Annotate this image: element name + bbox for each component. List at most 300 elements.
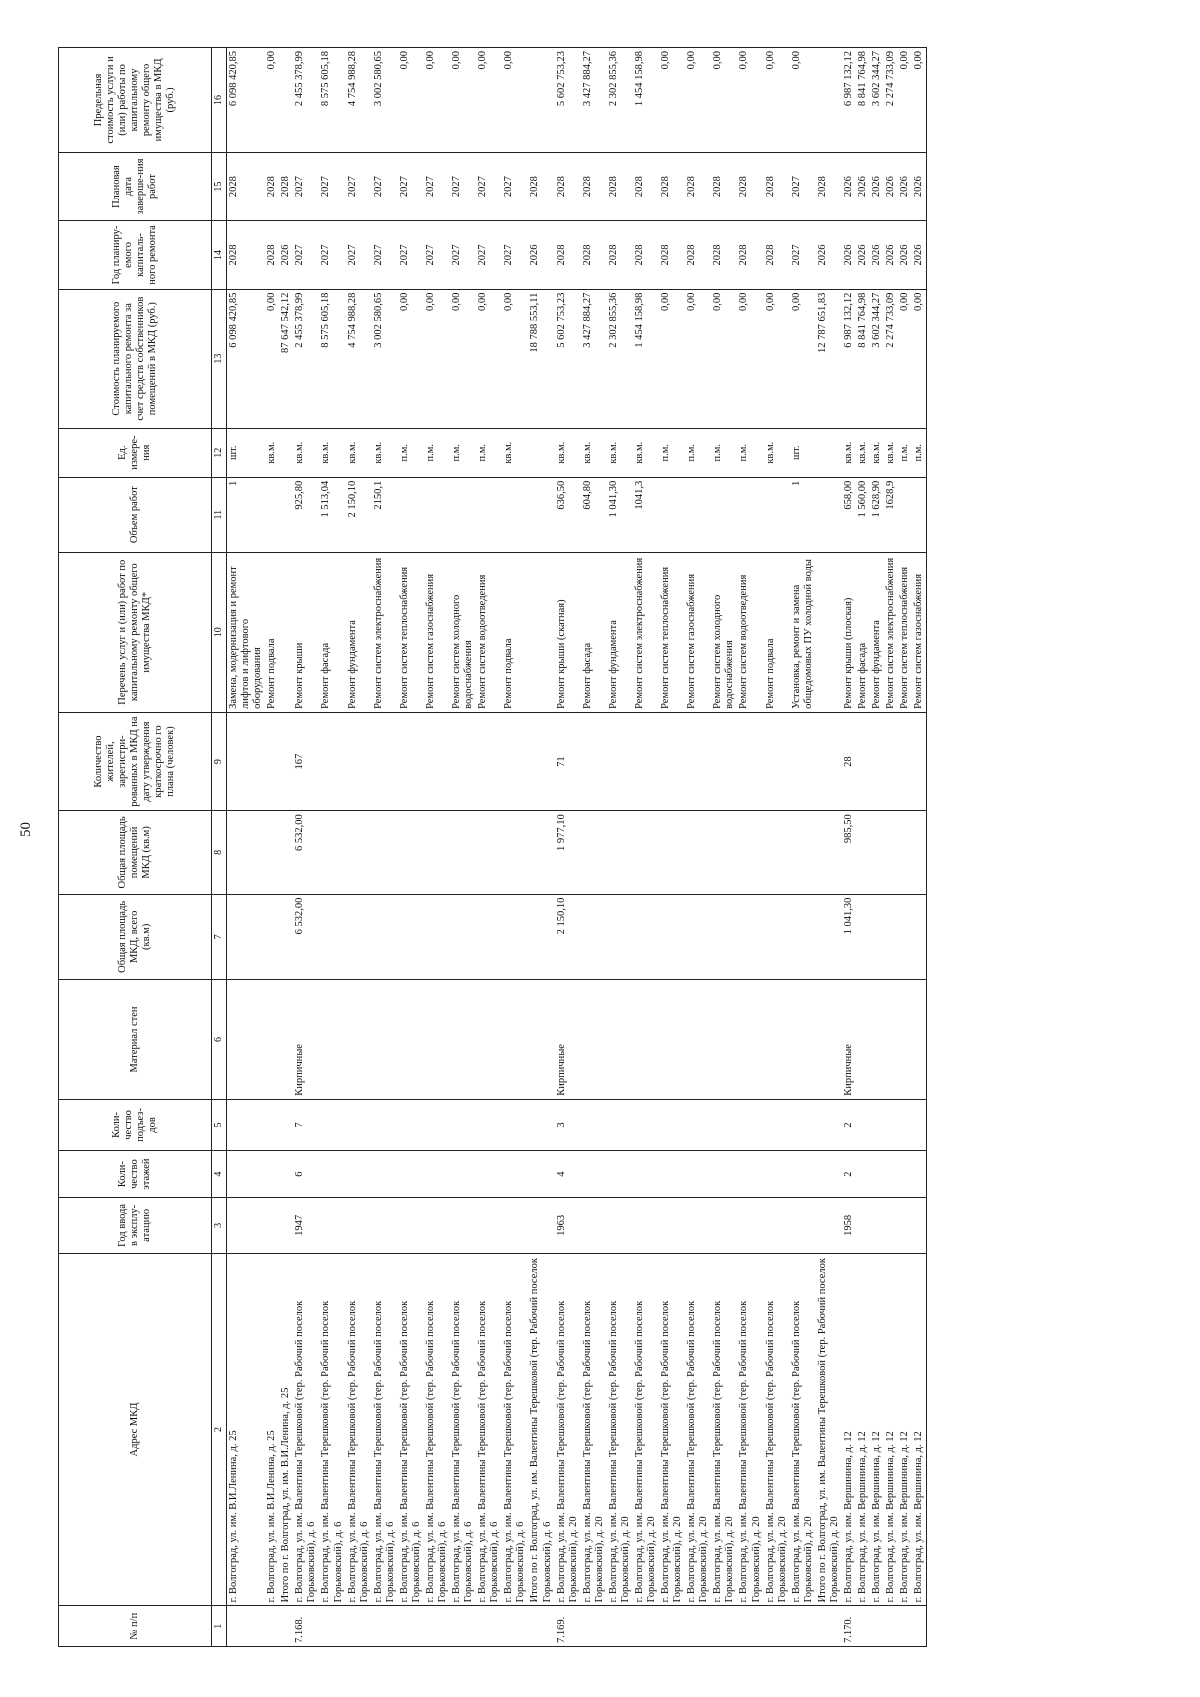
unit-cell: кв.м. [346, 428, 372, 477]
column-number: 9 [212, 712, 227, 810]
plan-year-cell: 2027 [372, 221, 398, 289]
cost-cell: 3 602 344,27 [870, 289, 884, 428]
end-year-cell: 2027 [398, 152, 424, 220]
end-year-cell: 2028 [581, 152, 607, 220]
volume-cell: 658,00 [842, 477, 856, 552]
year-cell: 1963 [555, 1198, 581, 1254]
year-cell [450, 1198, 476, 1254]
premises-area-cell [502, 811, 528, 894]
cost-cell: 3 002 580,65 [372, 289, 398, 428]
year-cell [502, 1198, 528, 1254]
total-area-cell [476, 894, 502, 980]
end-year-cell: 2028 [555, 152, 581, 220]
entrances-cell [424, 1099, 450, 1150]
year-cell [279, 1198, 293, 1254]
plan-year-cell: 2028 [227, 221, 266, 289]
cost-cell: 8 575 605,18 [319, 289, 345, 428]
year-cell [633, 1198, 659, 1254]
row-number [659, 1606, 685, 1647]
year-cell: 1958 [842, 1198, 856, 1254]
limit-cost-cell: 0,00 [790, 48, 816, 153]
table-row [319, 48, 345, 1647]
column-header: Предельная стоимость услуги и (или) работы по капитальному ремонту общего имущества в МКД (руб.) [59, 48, 212, 153]
entrances-cell: 3 [555, 1099, 581, 1150]
entrances-cell [870, 1099, 884, 1150]
walls-cell [372, 980, 398, 1100]
unit-cell: кв.м. [293, 428, 319, 477]
year-cell [856, 1198, 870, 1254]
plan-year-cell: 2027 [319, 221, 345, 289]
walls-cell [424, 980, 450, 1100]
volume-cell: 1041,3 [633, 477, 659, 552]
cost-cell: 0,00 [737, 289, 763, 428]
limit-cost-cell: 3 602 344,27 [870, 48, 884, 153]
volume-cell [816, 477, 842, 552]
premises-area-cell [424, 811, 450, 894]
premises-area-cell [790, 811, 816, 894]
residents-cell [372, 712, 398, 810]
limit-cost-cell: 6 987 132,12 [842, 48, 856, 153]
column-number: 15 [212, 152, 227, 220]
total-area-cell [398, 894, 424, 980]
address-cell: г. Волгоград, ул. им. Валентины Терешковой (тер. Рабочий поселок Горьковский), д. 6 [372, 1253, 398, 1606]
walls-cell [346, 980, 372, 1100]
row-number [502, 1606, 528, 1647]
row-number [279, 1606, 293, 1647]
limit-cost-cell: 2 455 378,99 [293, 48, 319, 153]
residents-cell [227, 712, 266, 810]
floors-cell [502, 1151, 528, 1198]
work-type-cell: Ремонт систем холодного водоснабжения [450, 552, 476, 712]
column-number: 3 [212, 1198, 227, 1254]
end-year-cell: 2027 [790, 152, 816, 220]
cost-cell: 0,00 [659, 289, 685, 428]
column-number: 1 [212, 1606, 227, 1647]
plan-year-cell: 2027 [424, 221, 450, 289]
residents-cell [607, 712, 633, 810]
column-header: Год ввода в эксплу-атацию [59, 1198, 212, 1254]
row-number [319, 1606, 345, 1647]
walls-cell [476, 980, 502, 1100]
floors-cell [372, 1151, 398, 1198]
volume-cell [898, 477, 912, 552]
limit-cost-cell: 0,00 [685, 48, 711, 153]
table-row [607, 48, 633, 1647]
row-number [737, 1606, 763, 1647]
residents-cell [502, 712, 528, 810]
total-area-cell [870, 894, 884, 980]
address-cell: г. Волгоград, ул. им. Вершинина, д. 12 [842, 1253, 856, 1606]
end-year-cell: 2028 [816, 152, 842, 220]
row-number [856, 1606, 870, 1647]
premises-area-cell: 1 977,10 [555, 811, 581, 894]
end-year-cell: 2028 [528, 152, 554, 220]
entrances-cell [685, 1099, 711, 1150]
volume-cell: 1 628,90 [870, 477, 884, 552]
limit-cost-cell [816, 48, 842, 153]
plan-year-cell: 2027 [476, 221, 502, 289]
year-cell [685, 1198, 711, 1254]
end-year-cell: 2027 [293, 152, 319, 220]
entrances-cell [319, 1099, 345, 1150]
cost-cell: 6 987 132,12 [842, 289, 856, 428]
unit-cell: п.м. [685, 428, 711, 477]
address-cell: г. Волгоград, ул. им. Валентины Терешковой (тер. Рабочий поселок Горьковский), д. 6 [476, 1253, 502, 1606]
entrances-cell [898, 1099, 912, 1150]
limit-cost-cell: 5 602 753,23 [555, 48, 581, 153]
column-number: 13 [212, 289, 227, 428]
unit-cell: п.м. [450, 428, 476, 477]
column-header: Плановая дата заверше-ния работ [59, 152, 212, 220]
end-year-cell: 2028 [685, 152, 711, 220]
cost-cell: 2 302 855,36 [607, 289, 633, 428]
premises-area-cell [912, 811, 927, 894]
rotated-page [58, 47, 1158, 1647]
row-number [424, 1606, 450, 1647]
row-number [912, 1606, 927, 1647]
year-cell [764, 1198, 790, 1254]
address-cell: г. Волгоград, ул. им. Валентины Терешковой (тер. Рабочий поселок Горьковский), д. 20 [633, 1253, 659, 1606]
row-number [884, 1606, 898, 1647]
column-number: 5 [212, 1099, 227, 1150]
total-area-cell [737, 894, 763, 980]
entrances-cell [790, 1099, 816, 1150]
entrances-cell [633, 1099, 659, 1150]
walls-cell [279, 980, 293, 1100]
row-number [265, 1606, 279, 1647]
plan-year-cell: 2027 [346, 221, 372, 289]
plan-year-cell: 2027 [398, 221, 424, 289]
plan-year-cell: 2027 [293, 221, 319, 289]
walls-cell [790, 980, 816, 1100]
column-number: 12 [212, 428, 227, 477]
table-row [884, 48, 898, 1647]
plan-year-cell: 2027 [502, 221, 528, 289]
entrances-cell [856, 1099, 870, 1150]
entrances-cell [372, 1099, 398, 1150]
residents-cell [685, 712, 711, 810]
volume-cell [265, 477, 279, 552]
unit-cell: кв.м. [607, 428, 633, 477]
cost-cell: 0,00 [502, 289, 528, 428]
row-number [607, 1606, 633, 1647]
cost-cell: 0,00 [398, 289, 424, 428]
total-area-cell [346, 894, 372, 980]
column-header: Объем работ [59, 477, 212, 552]
unit-cell: кв.м. [372, 428, 398, 477]
column-header: Перечень услуг и (или) работ по капитальному ремонту общего имущества МКД* [59, 552, 212, 712]
column-header: Количество жителей, зарегистри-рованных в МКД на дату утверждения краткосрочно го плана (человек) [59, 712, 212, 810]
unit-cell: кв.м. [884, 428, 898, 477]
table-row [398, 48, 424, 1647]
address-cell: г. Волгоград, ул. им. Валентины Терешковой (тер. Рабочий поселок Горьковский), д. 6 [293, 1253, 319, 1606]
year-cell [528, 1198, 554, 1254]
year-cell [227, 1198, 266, 1254]
row-number [581, 1606, 607, 1647]
floors-cell [265, 1151, 279, 1198]
work-type-cell: Ремонт подвала [265, 552, 279, 712]
premises-area-cell [659, 811, 685, 894]
unit-cell: кв.м. [633, 428, 659, 477]
limit-cost-cell: 3 002 580,65 [372, 48, 398, 153]
work-type-cell [816, 552, 842, 712]
end-year-cell: 2027 [502, 152, 528, 220]
table-row [372, 48, 398, 1647]
address-cell: г. Волгоград, ул. им. Вершинина, д. 12 [898, 1253, 912, 1606]
row-number [764, 1606, 790, 1647]
volume-cell [912, 477, 927, 552]
unit-cell: п.м. [711, 428, 737, 477]
residents-cell [884, 712, 898, 810]
entrances-cell [398, 1099, 424, 1150]
year-cell [476, 1198, 502, 1254]
plan-year-cell: 2026 [279, 221, 293, 289]
limit-cost-cell: 0,00 [502, 48, 528, 153]
year-cell [581, 1198, 607, 1254]
entrances-cell [581, 1099, 607, 1150]
table-row [279, 48, 293, 1647]
total-area-cell [764, 894, 790, 980]
work-type-cell: Ремонт систем газоснабжения [424, 552, 450, 712]
address-cell: г. Волгоград, ул. им. Валентины Терешковой (тер. Рабочий поселок Горьковский), д. 6 [450, 1253, 476, 1606]
walls-cell [528, 980, 554, 1100]
end-year-cell: 2028 [764, 152, 790, 220]
walls-cell [319, 980, 345, 1100]
walls-cell [659, 980, 685, 1100]
table-row [898, 48, 912, 1647]
cost-cell: 2 455 378,99 [293, 289, 319, 428]
plan-year-cell: 2026 [912, 221, 927, 289]
limit-cost-cell [279, 48, 293, 153]
limit-cost-cell [528, 48, 554, 153]
row-number [450, 1606, 476, 1647]
walls-cell [870, 980, 884, 1100]
work-type-cell: Ремонт фасада [581, 552, 607, 712]
plan-year-cell: 2026 [898, 221, 912, 289]
walls-cell [856, 980, 870, 1100]
cost-cell: 0,00 [685, 289, 711, 428]
unit-cell: кв.м. [581, 428, 607, 477]
total-area-cell [633, 894, 659, 980]
premises-area-cell [685, 811, 711, 894]
residents-cell [424, 712, 450, 810]
floors-cell [884, 1151, 898, 1198]
year-cell [659, 1198, 685, 1254]
total-area-cell: 6 532,00 [293, 894, 319, 980]
walls-cell [898, 980, 912, 1100]
volume-cell [764, 477, 790, 552]
floors-cell [898, 1151, 912, 1198]
year-cell [372, 1198, 398, 1254]
cost-cell: 8 841 764,98 [856, 289, 870, 428]
year-cell [912, 1198, 927, 1254]
total-area-cell [502, 894, 528, 980]
residents-cell [764, 712, 790, 810]
floors-cell [279, 1151, 293, 1198]
entrances-cell [884, 1099, 898, 1150]
cost-cell: 1 454 158,98 [633, 289, 659, 428]
address-cell: г. Волгоград, ул. им. Валентины Терешковой (тер. Рабочий поселок Горьковский), д. 20 [737, 1253, 763, 1606]
plan-year-cell: 2026 [884, 221, 898, 289]
cost-cell: 0,00 [265, 289, 279, 428]
plan-year-cell: 2027 [790, 221, 816, 289]
unit-cell: п.м. [912, 428, 927, 477]
walls-cell [398, 980, 424, 1100]
cost-cell: 6 098 420,85 [227, 289, 266, 428]
unit-cell [528, 428, 554, 477]
address-cell: г. Волгоград, ул. им. Валентины Терешковой (тер. Рабочий поселок Горьковский), д. 20 [607, 1253, 633, 1606]
cost-cell: 0,00 [424, 289, 450, 428]
residents-cell [398, 712, 424, 810]
work-type-cell: Ремонт систем электроснабжения [633, 552, 659, 712]
total-area-cell [912, 894, 927, 980]
work-type-cell: Ремонт подвала [764, 552, 790, 712]
address-cell: г. Волгоград, ул. им. Валентины Терешковой (тер. Рабочий поселок Горьковский), д. 6 [502, 1253, 528, 1606]
walls-cell [581, 980, 607, 1100]
column-header: Общая площадь помещений МКД (кв.м) [59, 811, 212, 894]
volume-cell [450, 477, 476, 552]
cost-cell: 0,00 [476, 289, 502, 428]
row-number [898, 1606, 912, 1647]
work-type-cell: Замена, модернизация и ремонт лифтов и лифтового оборудования [227, 552, 266, 712]
limit-cost-cell: 2 302 855,36 [607, 48, 633, 153]
premises-area-cell [450, 811, 476, 894]
address-cell: Итого по г. Волгоград, ул. им. В.И.Ленина, д. 25 [279, 1253, 293, 1606]
end-year-cell: 2026 [870, 152, 884, 220]
residents-cell [856, 712, 870, 810]
column-number: 14 [212, 221, 227, 289]
walls-cell [685, 980, 711, 1100]
premises-area-cell [528, 811, 554, 894]
column-header: Ед. измере-ния [59, 428, 212, 477]
plan-year-cell: 2028 [265, 221, 279, 289]
page-number: 50 [18, 822, 34, 837]
row-number [398, 1606, 424, 1647]
premises-area-cell [884, 811, 898, 894]
table-row [659, 48, 685, 1647]
volume-cell [737, 477, 763, 552]
volume-cell: 2 150,10 [346, 477, 372, 552]
premises-area-cell [265, 811, 279, 894]
limit-cost-cell: 0,00 [898, 48, 912, 153]
entrances-cell [450, 1099, 476, 1150]
entrances-cell: 7 [293, 1099, 319, 1150]
plan-year-cell: 2028 [764, 221, 790, 289]
premises-area-cell [764, 811, 790, 894]
residents-cell [528, 712, 554, 810]
floors-cell [398, 1151, 424, 1198]
walls-cell [607, 980, 633, 1100]
end-year-cell: 2027 [346, 152, 372, 220]
cost-cell: 12 787 651,83 [816, 289, 842, 428]
volume-cell: 1 041,30 [607, 477, 633, 552]
residents-cell [450, 712, 476, 810]
limit-cost-cell: 2 274 733,09 [884, 48, 898, 153]
floors-cell [856, 1151, 870, 1198]
total-area-cell [528, 894, 554, 980]
limit-cost-cell: 1 454 158,98 [633, 48, 659, 153]
address-cell: г. Волгоград, ул. им. Валентины Терешковой (тер. Рабочий поселок Горьковский), д. 6 [398, 1253, 424, 1606]
walls-cell [816, 980, 842, 1100]
unit-cell [816, 428, 842, 477]
row-number [633, 1606, 659, 1647]
walls-cell [884, 980, 898, 1100]
limit-cost-cell: 0,00 [912, 48, 927, 153]
unit-cell: п.м. [659, 428, 685, 477]
residents-cell [711, 712, 737, 810]
table-row [790, 48, 816, 1647]
year-cell [790, 1198, 816, 1254]
table-row [293, 48, 319, 1647]
unit-cell: кв.м. [870, 428, 884, 477]
walls-cell [737, 980, 763, 1100]
end-year-cell: 2028 [279, 152, 293, 220]
row-number: 7.170. [842, 1606, 856, 1647]
premises-area-cell: 985,50 [842, 811, 856, 894]
year-cell [424, 1198, 450, 1254]
residents-cell [346, 712, 372, 810]
end-year-cell: 2028 [265, 152, 279, 220]
premises-area-cell [279, 811, 293, 894]
table-row [737, 48, 763, 1647]
year-cell [870, 1198, 884, 1254]
work-type-cell: Установка, ремонт и замена общедомовых ПУ холодной воды [790, 552, 816, 712]
plan-year-cell: 2028 [685, 221, 711, 289]
table-row [633, 48, 659, 1647]
table-row [816, 48, 842, 1647]
end-year-cell: 2026 [842, 152, 856, 220]
unit-cell: кв.м. [502, 428, 528, 477]
residents-cell [319, 712, 345, 810]
cost-cell: 3 427 884,27 [581, 289, 607, 428]
table-row [528, 48, 554, 1647]
limit-cost-cell: 0,00 [659, 48, 685, 153]
address-cell: г. Волгоград, ул. им. Валентины Терешковой (тер. Рабочий поселок Горьковский), д. 20 [659, 1253, 685, 1606]
residents-cell [476, 712, 502, 810]
entrances-cell [265, 1099, 279, 1150]
floors-cell [476, 1151, 502, 1198]
end-year-cell: 2028 [737, 152, 763, 220]
cost-cell: 18 788 553,11 [528, 289, 554, 428]
column-number: 8 [212, 811, 227, 894]
entrances-cell [737, 1099, 763, 1150]
limit-cost-cell: 0,00 [450, 48, 476, 153]
end-year-cell: 2027 [424, 152, 450, 220]
residents-cell [816, 712, 842, 810]
total-area-cell [319, 894, 345, 980]
limit-cost-cell: 0,00 [265, 48, 279, 153]
row-number [711, 1606, 737, 1647]
entrances-cell [502, 1099, 528, 1150]
column-header: Стоимость планируемого капитального ремонта за счет средств собственников помещений в МКД (руб.) [59, 289, 212, 428]
limit-cost-cell: 0,00 [764, 48, 790, 153]
row-number [685, 1606, 711, 1647]
floors-cell: 6 [293, 1151, 319, 1198]
year-cell [265, 1198, 279, 1254]
unit-cell: кв.м. [764, 428, 790, 477]
walls-cell: Кирпичные [555, 980, 581, 1100]
volume-cell [424, 477, 450, 552]
premises-area-cell [227, 811, 266, 894]
cost-cell: 0,00 [711, 289, 737, 428]
total-area-cell [816, 894, 842, 980]
floors-cell [659, 1151, 685, 1198]
residents-cell [581, 712, 607, 810]
limit-cost-cell: 8 841 764,98 [856, 48, 870, 153]
work-type-cell: Ремонт систем теплоснабжения [659, 552, 685, 712]
column-number: 11 [212, 477, 227, 552]
floors-cell [528, 1151, 554, 1198]
